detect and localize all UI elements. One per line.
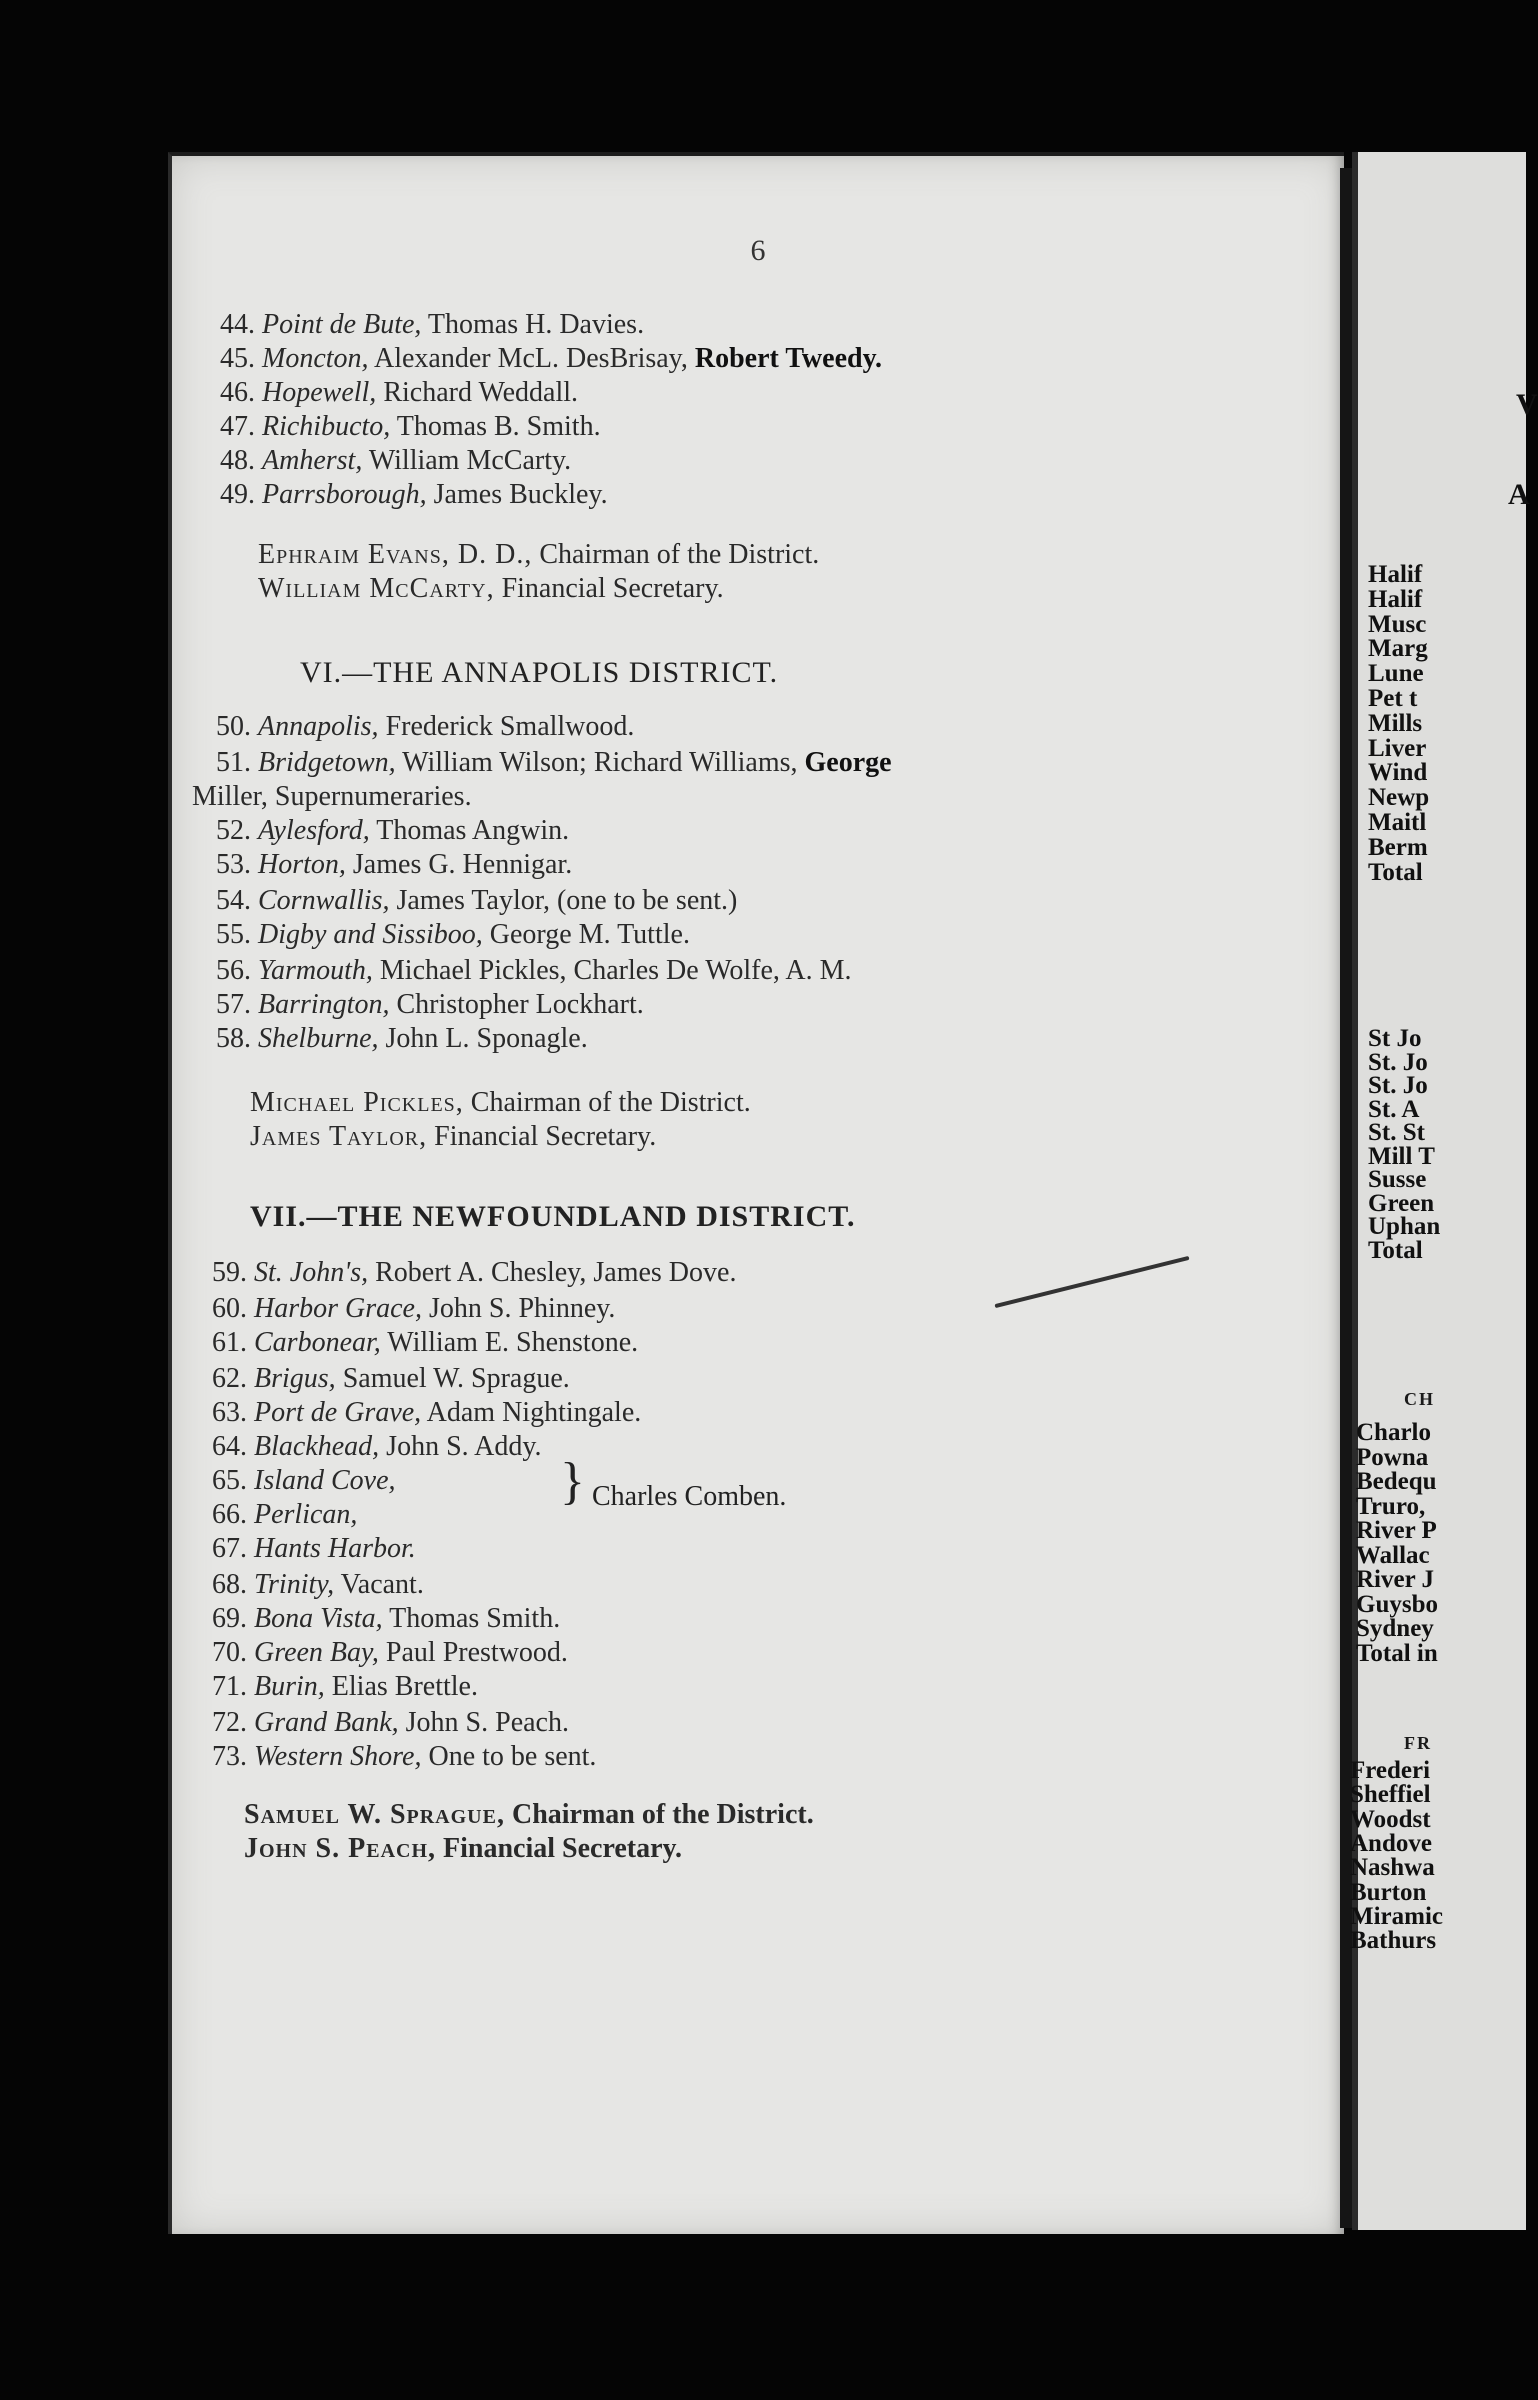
entry-names: Paul Prestwood.	[378, 1637, 568, 1668]
fragment-text: Mill T	[1368, 1142, 1435, 1170]
fragment-text: Bedequ	[1356, 1468, 1437, 1495]
fragment-text: Total in	[1356, 1639, 1438, 1667]
entry-place: Bridgetown,	[258, 747, 396, 778]
entry-number: 73.	[212, 1741, 247, 1772]
entry-place: Digby and Sissiboo,	[258, 919, 483, 950]
officer-role: Chairman of the District.	[532, 539, 820, 570]
entry-names: John S. Addy.	[379, 1431, 542, 1462]
entry-names: Thomas Angwin.	[369, 815, 570, 846]
district-officer	[258, 572, 724, 606]
officer-name: James Taylor,	[250, 1121, 428, 1152]
entry-number: 61.	[212, 1327, 247, 1358]
entry-number: 67.	[212, 1533, 247, 1564]
fragment-text: A	[1508, 478, 1530, 511]
list-item	[212, 1532, 416, 1566]
list-item	[212, 1568, 424, 1602]
entry-number: 45.	[220, 343, 255, 374]
entry-names: Miller, Supernumeraries.	[192, 781, 472, 812]
list-item	[220, 478, 608, 512]
district-officer	[250, 1120, 656, 1154]
entry-names: Richard Weddall.	[376, 377, 579, 408]
list-item	[216, 1022, 588, 1056]
fragment-text: V	[1516, 388, 1538, 421]
officer-role: Financial Secretary.	[494, 573, 724, 604]
district-officer	[244, 1798, 814, 1832]
entry-number: 46.	[220, 377, 255, 408]
entry-number: 60.	[212, 1293, 247, 1324]
fragment-text: Halif	[1368, 561, 1423, 588]
entry-number: 47.	[220, 411, 255, 442]
fragment-text: FR	[1404, 1733, 1432, 1753]
entry-place: Western Shore,	[254, 1741, 422, 1772]
list-item	[192, 780, 472, 814]
list-item	[212, 1498, 357, 1532]
entry-place: Island Cove,	[254, 1465, 396, 1496]
fragment-text: Liver	[1368, 734, 1427, 762]
entry-number: 55.	[216, 919, 251, 950]
list-item	[212, 1396, 641, 1430]
entry-names: Frederick Smallwood.	[378, 711, 635, 742]
fragment-text: Nashwa	[1350, 1854, 1435, 1882]
entry-names: Thomas H. Davies.	[421, 309, 645, 340]
fragment-text: Green	[1368, 1189, 1435, 1217]
entry-names: Thomas Smith.	[382, 1603, 561, 1634]
entry-names: John S. Phinney.	[422, 1293, 616, 1324]
entry-names: John S. Peach.	[398, 1707, 569, 1738]
district-officer	[250, 1086, 751, 1120]
list-item	[216, 746, 892, 780]
entry-place: Green Bay,	[254, 1637, 379, 1668]
district-officer	[258, 538, 819, 572]
entry-number: 64.	[212, 1431, 247, 1462]
entry-place: Grand Bank,	[254, 1707, 399, 1738]
entry-number: 66.	[212, 1499, 247, 1530]
fragment-text: St Jo	[1368, 1025, 1422, 1052]
fragment-text: Lune	[1368, 660, 1424, 688]
entry-names: William E. Shenstone.	[380, 1327, 639, 1358]
entry-place: Aylesford,	[258, 815, 370, 846]
officer-name: William McCarty,	[258, 573, 495, 604]
right-page-content	[1350, 152, 1538, 2230]
entry-names: James G. Hennigar.	[345, 849, 573, 880]
list-item	[216, 988, 644, 1022]
fragment-text: Susse	[1368, 1166, 1427, 1193]
brace: }	[560, 1453, 585, 1510]
list-item	[212, 1464, 396, 1498]
page-number: 6	[750, 234, 766, 267]
entry-number: 56.	[216, 955, 251, 986]
fragment-text: Sheffiel	[1350, 1781, 1431, 1809]
list-item	[216, 918, 690, 952]
list-item	[212, 1670, 478, 1704]
fragment-text: River J	[1356, 1566, 1434, 1593]
entry-number: 53.	[216, 849, 251, 880]
list-item	[212, 1326, 638, 1360]
entry-place: Horton,	[258, 849, 346, 880]
entry-names: Vacant.	[334, 1569, 424, 1600]
entry-place: Moncton,	[262, 343, 369, 374]
entry-place: Brigus,	[254, 1363, 336, 1394]
entry-names: One to be sent.	[421, 1741, 597, 1772]
fragment-text: Berm	[1368, 833, 1428, 861]
entry-place: Harbor Grace,	[254, 1293, 422, 1324]
fragment-text: Powna	[1356, 1443, 1429, 1471]
list-item	[212, 1602, 560, 1636]
entry-place: Port de Grave,	[254, 1397, 422, 1428]
entry-number: 72.	[212, 1707, 247, 1738]
officer-role: Financial Secretary.	[436, 1833, 683, 1864]
fragment-text: Andove	[1350, 1829, 1432, 1857]
list-item	[220, 376, 578, 410]
entry-place: Trinity,	[254, 1569, 335, 1600]
entry-number: 57.	[216, 989, 251, 1020]
officer-role: Chairman of the District.	[504, 1799, 814, 1830]
fragment-text: St. Jo	[1368, 1072, 1428, 1099]
fragment-text: St. A	[1368, 1095, 1420, 1123]
entry-names: James Taylor, (one to be sent.)	[389, 885, 738, 916]
entry-place: Burin,	[254, 1671, 325, 1702]
right-page-fragment	[1350, 152, 1538, 2230]
fragment-text: Truro,	[1356, 1492, 1426, 1520]
entry-place: Barrington,	[258, 989, 390, 1020]
fragment-text: Pet t	[1368, 685, 1418, 712]
entry-place: Parrsborough,	[262, 479, 427, 510]
entry-names: Adam Nightingale.	[421, 1397, 642, 1428]
list-item	[216, 884, 737, 918]
entry-names: Christopher Lockhart.	[389, 989, 644, 1020]
entry-place: Perlican,	[254, 1499, 358, 1530]
fragment-text: Wind	[1368, 759, 1428, 787]
entry-place: Amherst,	[262, 445, 363, 476]
fragment-text: Frederi	[1350, 1757, 1431, 1784]
fragment-text: Sydney	[1356, 1615, 1434, 1642]
fragment-text: Woodst	[1350, 1805, 1431, 1833]
fragment-text: Charlo	[1356, 1419, 1431, 1446]
entry-number: 51.	[216, 747, 251, 778]
entry-place: Annapolis,	[258, 711, 379, 742]
fragment-text: River P	[1356, 1517, 1437, 1544]
entry-names: Robert A. Chesley, James Dove.	[368, 1257, 737, 1288]
list-item	[220, 410, 601, 444]
fragment-text: Burton	[1350, 1878, 1427, 1906]
left-page	[168, 152, 1344, 2234]
brace-name: Charles Comben.	[592, 1481, 787, 1512]
fragment-text: Bathurs	[1350, 1927, 1437, 1955]
entry-place: Bona Vista,	[254, 1603, 383, 1634]
entry-number: 65.	[212, 1465, 247, 1496]
entry-number: 70.	[212, 1637, 247, 1668]
fragment-text: Maitl	[1368, 809, 1427, 836]
fragment-text: Newp	[1368, 784, 1430, 812]
entry-names: William McCarty.	[362, 445, 572, 476]
fragment-text: Marg	[1368, 635, 1428, 663]
officer-name: Samuel W. Sprague,	[244, 1799, 505, 1830]
list-item	[212, 1740, 596, 1774]
list-item	[212, 1256, 736, 1290]
entry-number: 71.	[212, 1671, 247, 1702]
entry-place: Yarmouth,	[258, 955, 373, 986]
entry-names: James Buckley.	[426, 479, 608, 510]
officer-name: John S. Peach,	[244, 1833, 437, 1864]
entry-number: 59.	[212, 1257, 247, 1288]
fragment-text: Mills	[1368, 709, 1423, 737]
entry-place: Blackhead,	[254, 1431, 380, 1462]
entry-names: Alexander McL. DesBrisay,	[368, 343, 695, 374]
fragment-text: Total	[1368, 858, 1423, 886]
fragment-text: St. St	[1368, 1119, 1425, 1146]
entry-names: George M. Tuttle.	[482, 919, 690, 950]
entry-place: Hopewell,	[262, 377, 377, 408]
fragment-text: St. Jo	[1368, 1048, 1428, 1076]
entry-number: 63.	[212, 1397, 247, 1428]
list-item	[216, 814, 569, 848]
entry-number: 62.	[212, 1363, 247, 1394]
list-item	[212, 1292, 615, 1326]
entry-number: 58.	[216, 1023, 251, 1054]
entry-names: Michael Pickles, Charles De Wolfe, A. M.	[372, 955, 852, 986]
entry-place: Shelburne,	[258, 1023, 379, 1054]
list-item	[212, 1430, 542, 1464]
fragment-text: Uphan	[1368, 1213, 1441, 1240]
fragment-text: Musc	[1368, 610, 1427, 638]
entry-number: 50.	[216, 711, 251, 742]
entry-names-bold: Robert Tweedy.	[694, 343, 883, 374]
entry-place: Richibucto,	[262, 411, 391, 442]
list-item	[220, 308, 644, 342]
entry-number: 44.	[220, 309, 255, 340]
officer-role: Chairman of the District.	[463, 1087, 751, 1118]
fragment-text: Halif	[1368, 585, 1423, 613]
list-item	[212, 1706, 569, 1740]
fragment-text: Miramic	[1350, 1902, 1444, 1930]
officer-name: Michael Pickles,	[250, 1087, 464, 1118]
district-heading: VII.—THE NEWFOUNDLAND DISTRICT.	[250, 1200, 856, 1233]
entry-number: 52.	[216, 815, 251, 846]
entry-names: Elias Brettle.	[324, 1671, 478, 1702]
list-item	[216, 954, 852, 988]
list-item	[220, 342, 882, 376]
district-heading: VI.—THE ANNAPOLIS DISTRICT.	[300, 656, 779, 689]
entry-number: 68.	[212, 1569, 247, 1600]
entry-number: 69.	[212, 1603, 247, 1634]
entry-place: Carbonear,	[254, 1327, 381, 1358]
entry-place: Hants Harbor.	[254, 1533, 416, 1564]
list-item	[216, 848, 572, 882]
entry-number: 49.	[220, 479, 255, 510]
entry-names: Thomas B. Smith.	[390, 411, 601, 442]
entry-place: St. John's,	[254, 1257, 369, 1288]
entry-names: Samuel W. Sprague.	[335, 1363, 570, 1394]
fragment-text: Wallac	[1356, 1541, 1430, 1569]
fragment-text: Guysbo	[1356, 1590, 1438, 1618]
entry-number: 48.	[220, 445, 255, 476]
district-officer	[244, 1832, 682, 1866]
list-item	[212, 1636, 568, 1670]
entry-names: John L. Sponagle.	[378, 1023, 588, 1054]
officer-role: Financial Secretary.	[427, 1121, 657, 1152]
officer-name: Ephraim Evans, D. D.,	[258, 539, 533, 570]
fragment-text: Total	[1368, 1236, 1423, 1264]
list-item	[220, 444, 571, 478]
entry-place: Cornwallis,	[258, 885, 390, 916]
list-item	[216, 710, 634, 744]
list-item	[212, 1362, 570, 1396]
entry-names: William Wilson; Richard Williams,	[395, 747, 805, 778]
fragment-text: CH	[1404, 1389, 1435, 1409]
entry-number: 54.	[216, 885, 251, 916]
page-content	[172, 156, 1344, 2234]
entry-names-bold: George	[804, 747, 892, 778]
entry-place: Point de Bute,	[262, 309, 422, 340]
